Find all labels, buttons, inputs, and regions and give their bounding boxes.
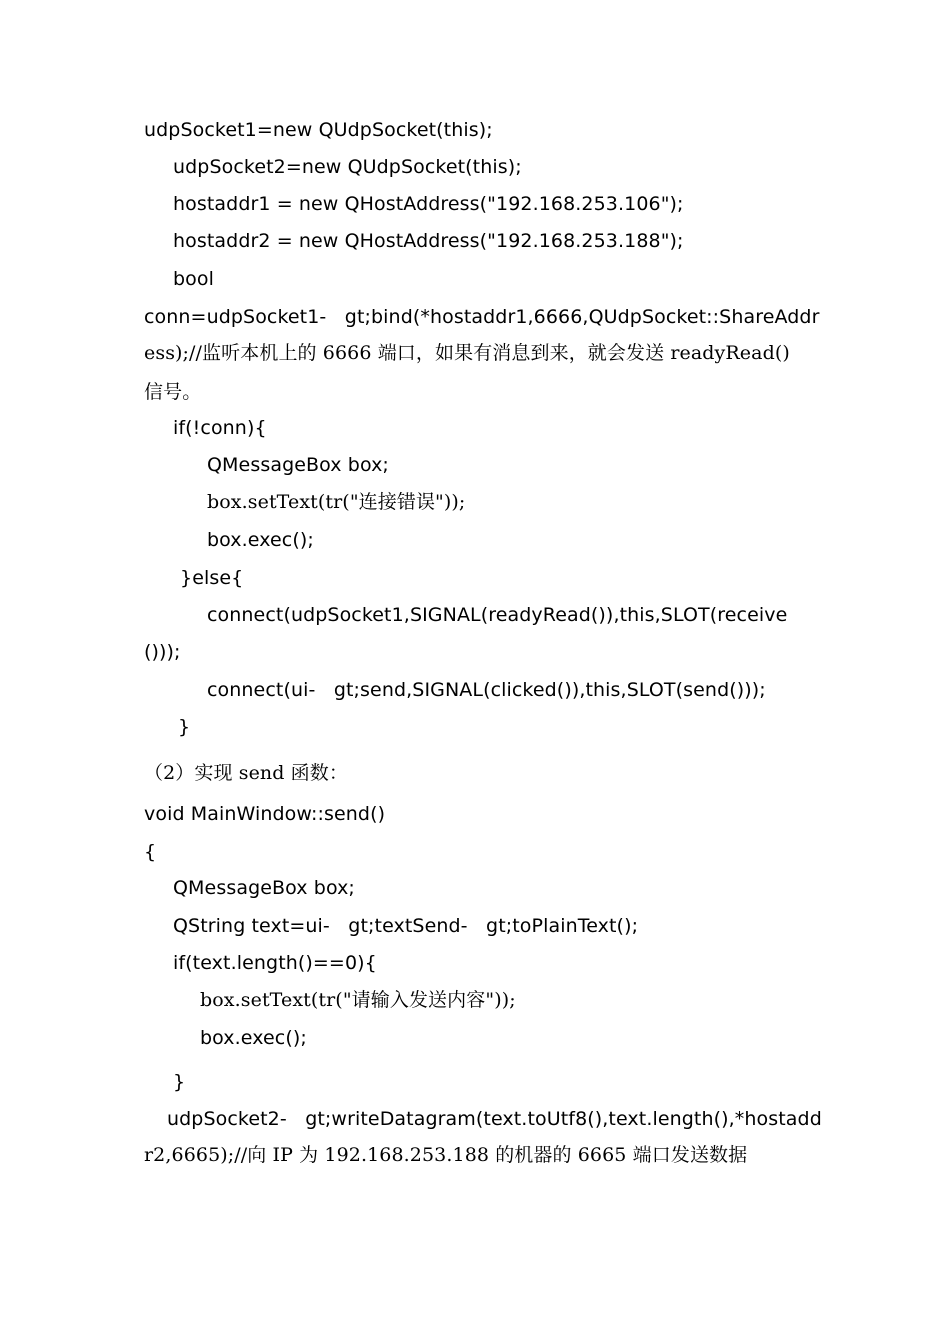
code-line: if(!conn){: [173, 417, 267, 439]
code-line: box.exec();: [207, 529, 314, 551]
code-line: conn=udpSocket1- gt;bind(*hostaddr1,6666,QUdpSocket::ShareAddr: [144, 306, 820, 328]
code-line: QMessageBox box;: [173, 877, 355, 899]
code-line: connect(ui- gt;send,SIGNAL(clicked()),this,SLOT(send()));: [207, 679, 766, 701]
code-line-with-comment: r2,6665);//向 IP 为 192.168.253.188 的机器的 6665 端口发送数据: [144, 1144, 748, 1166]
code-line: void MainWindow::send(): [144, 803, 386, 825]
code-line: ()));: [144, 641, 181, 663]
section-heading: （2）实现 send 函数：: [144, 762, 348, 784]
code-line: bool: [173, 268, 214, 290]
code-line: box.exec();: [200, 1027, 307, 1049]
code-line: hostaddr2 = new QHostAddress("192.168.253.188");: [173, 230, 684, 252]
code-line: QMessageBox box;: [207, 454, 389, 476]
code-line: }: [173, 1071, 186, 1093]
code-line: }: [178, 716, 191, 738]
code-line: udpSocket2=new QUdpSocket(this);: [173, 156, 522, 178]
code-line: if(text.length()==0){: [173, 952, 377, 974]
code-line: {: [144, 841, 157, 863]
code-line-with-comment: ess);//监听本机上的 6666 端口，如果有消息到来，就会发送 readyRead(): [144, 342, 790, 364]
code-line: connect(udpSocket1,SIGNAL(readyRead()),this,SLOT(receive: [207, 604, 788, 626]
code-line: QString text=ui- gt;textSend- gt;toPlainText();: [173, 915, 639, 937]
code-line: }else{: [180, 567, 244, 589]
code-line: box.setText(tr("请输入发送内容"));: [200, 989, 516, 1011]
code-line: udpSocket1=new QUdpSocket(this);: [144, 119, 493, 141]
code-line: hostaddr1 = new QHostAddress("192.168.253.106");: [173, 193, 684, 215]
code-line: box.setText(tr("连接错误"));: [207, 491, 466, 513]
comment-continuation: 信号。: [144, 381, 202, 403]
code-line: udpSocket2- gt;writeDatagram(text.toUtf8(),text.length(),*hostadd: [167, 1108, 822, 1130]
